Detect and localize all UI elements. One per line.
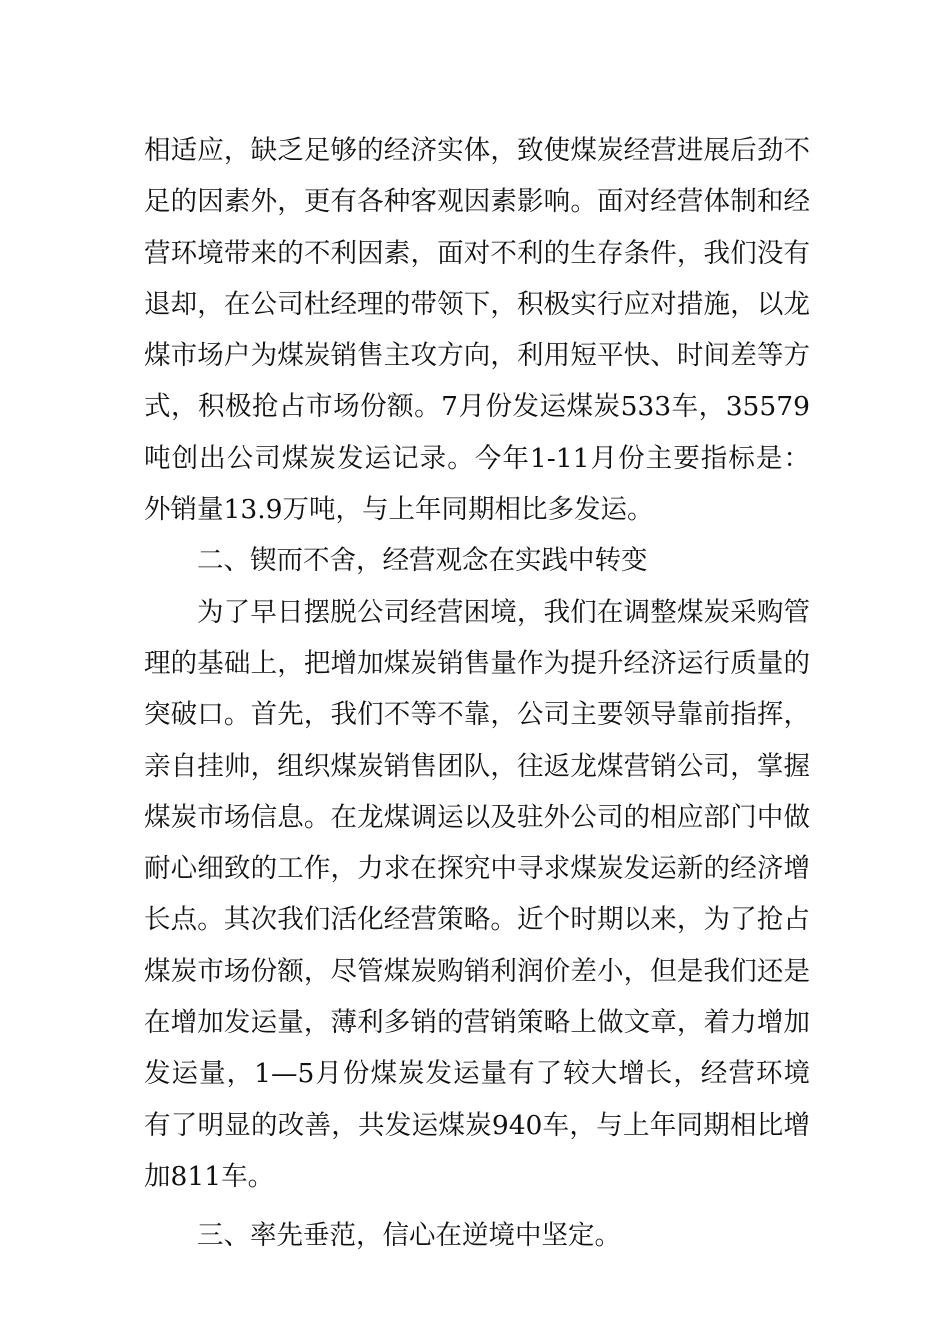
section-heading-three: 三、率先垂范，信心在逆境中坚定。 (197, 1220, 621, 1252)
paragraph-continuation: 相适应，缺乏足够的经济实体，致使煤炭经营进展后劲不足的因素外，更有各种客观因素影响。面对经营体制和经营环境带来的不利因素，面对不利的生存条件，我们没有退却，在公司杜经理的带领下，积极实行应对措施，以龙煤市场户为煤炭销售主攻方向，利用短平快、时间差等方式，积极抢占市场份额。7月份发运煤炭533车，35579吨创出公司煤炭发运记录。今年1-11月份主要指标是：外销量13.9万吨，与上年同期相比多发运。 (144, 135, 810, 526)
section-heading-two: 二、锲而不舍，经营观念在实践中转变 (197, 545, 648, 577)
document-body (144, 125, 810, 1262)
paragraph-sales: 为了早日摆脱公司经营困境，我们在调整煤炭采购管理的基础上，把增加煤炭销售量作为提升经济运行质量的突破口。首先，我们不等不靠，公司主要领导靠前指挥，亲自挂帅，组织煤炭销售团队，往返龙煤营销公司，掌握煤炭市场信息。在龙煤调运以及驻外公司的相应部门中做耐心细致的工作，力求在探究中寻求煤炭发运新的经济增长点。其次我们活化经营策略。近个时期以来，为了抢占煤炭市场份额，尽管煤炭购销利润价差小，但是我们还是在增加发运量，薄利多销的营销策略上做文章，着力增加发运量，1—5月份煤炭发运量有了较大增长，经营环境有了明显的改善，共发运煤炭940车，与上年同期相比增加811车。 (144, 596, 810, 1192)
